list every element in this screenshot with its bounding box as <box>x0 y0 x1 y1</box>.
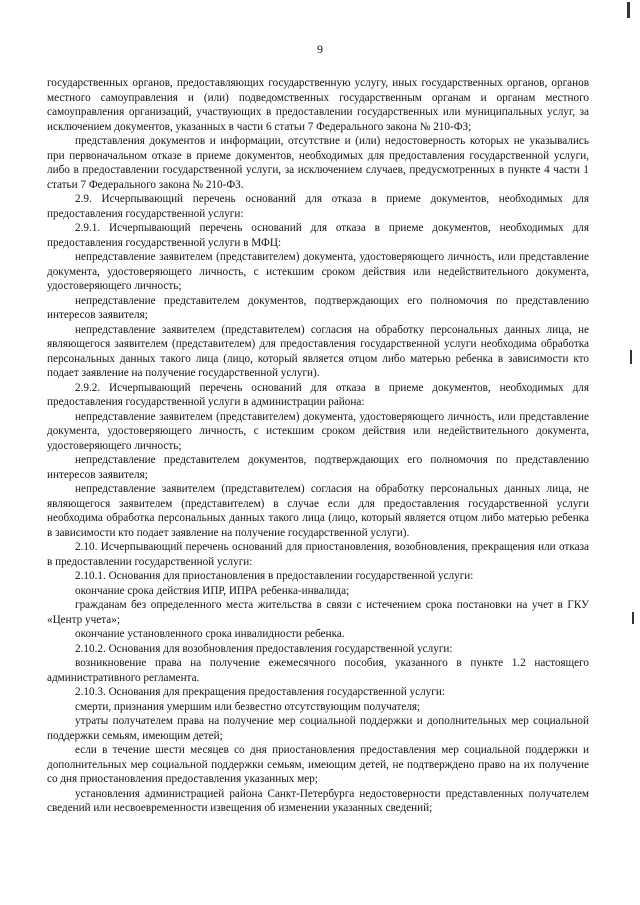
paragraph: непредставление заявителем (представителем) согласия на обработку персональных данных лица, не являющегося заявителем (представителем) для предоставления государственной услуги необходима обработка персональных данных такого лица (лицо, который является отцом либо матерью ребенка в зависимости кто подает заявление на получение государственной услуги). <box>47 323 589 379</box>
paragraph: представления документов и информации, отсутствие и (или) недостоверность которых не указывались при первоначальном отказе в приеме документов, необходимых для предоставления государственной услуги, либо в предоставлении государственной услуги, за исключением случаев, предусмотренных в пункте 4 части 1 статьи 7 Федерального закона № 210-ФЗ. <box>47 135 589 191</box>
paragraph: установления администрацией района Санкт-Петербурга недостоверности представленных получателем сведений или несвоевременности извещения об изменении указанных сведений; <box>47 787 589 814</box>
scan-artifact-mark <box>632 612 634 624</box>
paragraph: государственных органов, предоставляющих государственную услугу, иных государственных органов, органов местного самоуправления и (или) подведомственных государственным органам и органам местного самоуправления организаций, участвующих в предоставлении государственных или муниципальных услуг, за исключением документов, указанных в части 6 статьи 7 Федерального закона № 210-ФЗ; <box>47 77 589 133</box>
paragraph: окончание срока действия ИПР, ИПРА ребенка-инвалида; <box>75 584 350 597</box>
paragraph: утраты получателем права на получение мер социальной поддержки и дополнительных мер социальной поддержки семьям, имеющим детей; <box>47 715 589 742</box>
paragraph: 2.10.3. Основания для прекращения предоставления государственной услуги: <box>75 686 445 698</box>
document-body <box>47 76 589 816</box>
page-number: 9 <box>317 42 323 56</box>
paragraph: непредставление заявителем (представителем) документа, удостоверяющего личность, или представление документа, удостоверяющего личность, с истекшим сроком действия или недействительного документа, удостоверяющего личность; <box>47 251 589 292</box>
paragraph: 2.10. Исчерпывающий перечень оснований для приостановления, возобновления, прекращения или отказа в предоставлении государственной услуги: <box>47 541 589 568</box>
paragraph: непредставление заявителем (представителем) согласия на обработку персональных данных лица, не являющегося заявителем (представителем) в случае если для предоставления государственной услуги необходима обработка персональных данных такого лица (лицо, который является отцом либо матерью ребенка в зависимости кто подает заявление на получение государственной услуги). <box>47 483 589 539</box>
paragraph: 2.9. Исчерпывающий перечень оснований для отказа в приеме документов, необходимых для предоставления государственной услуги: <box>47 193 589 220</box>
paragraph: если в течение шести месяцев со дня приостановления предоставления мер социальной поддержки и дополнительных мер социальной поддержки семьям, имеющим детей, не подтверждено право на их получение со дня приостановления предоставления указанных мер; <box>47 744 589 785</box>
paragraph: 2.10.1. Основания для приостановления в предоставлении государственной услуги: <box>75 570 474 582</box>
paragraph: непредставление представителем документов, подтверждающих его полномочия по представлению интересов заявителя; <box>47 294 589 321</box>
scan-artifact-mark <box>627 2 630 18</box>
paragraph: 2.9.2. Исчерпывающий перечень оснований для отказа в приеме документов, необходимых для предоставления государственной услуги в администрации района: <box>47 381 589 408</box>
scan-artifact-mark <box>630 350 632 364</box>
paragraph: возникновение права на получение ежемесячного пособия, указанного в пункте 1.2 настоящего административного регламента. <box>47 657 589 684</box>
paragraph: окончание установленного срока инвалидности ребенка. <box>75 628 345 640</box>
paragraph: непредставление представителем документов, подтверждающих его полномочия по представлению интересов заявителя; <box>47 454 589 481</box>
paragraph: 2.9.1. Исчерпывающий перечень оснований для отказа в приеме документов, необходимых для предоставления государственной услуги в МФЦ: <box>47 222 589 249</box>
paragraph: непредставление заявителем (представителем) документа, удостоверяющего личность, или представление документа, удостоверяющего личность, с истекшим сроком действия или недействительного документа, удостоверяющего личность; <box>47 410 589 452</box>
paragraph: 2.10.2. Основания для возобновления предоставления государственной услуги: <box>75 642 453 655</box>
paragraph: гражданам без определенного места жительства в связи с истечением срока постановки на учет в ГКУ «Центр учета»; <box>47 599 589 626</box>
paragraph: смерти, признания умершим или безвестно отсутствующим получателя; <box>75 700 421 713</box>
